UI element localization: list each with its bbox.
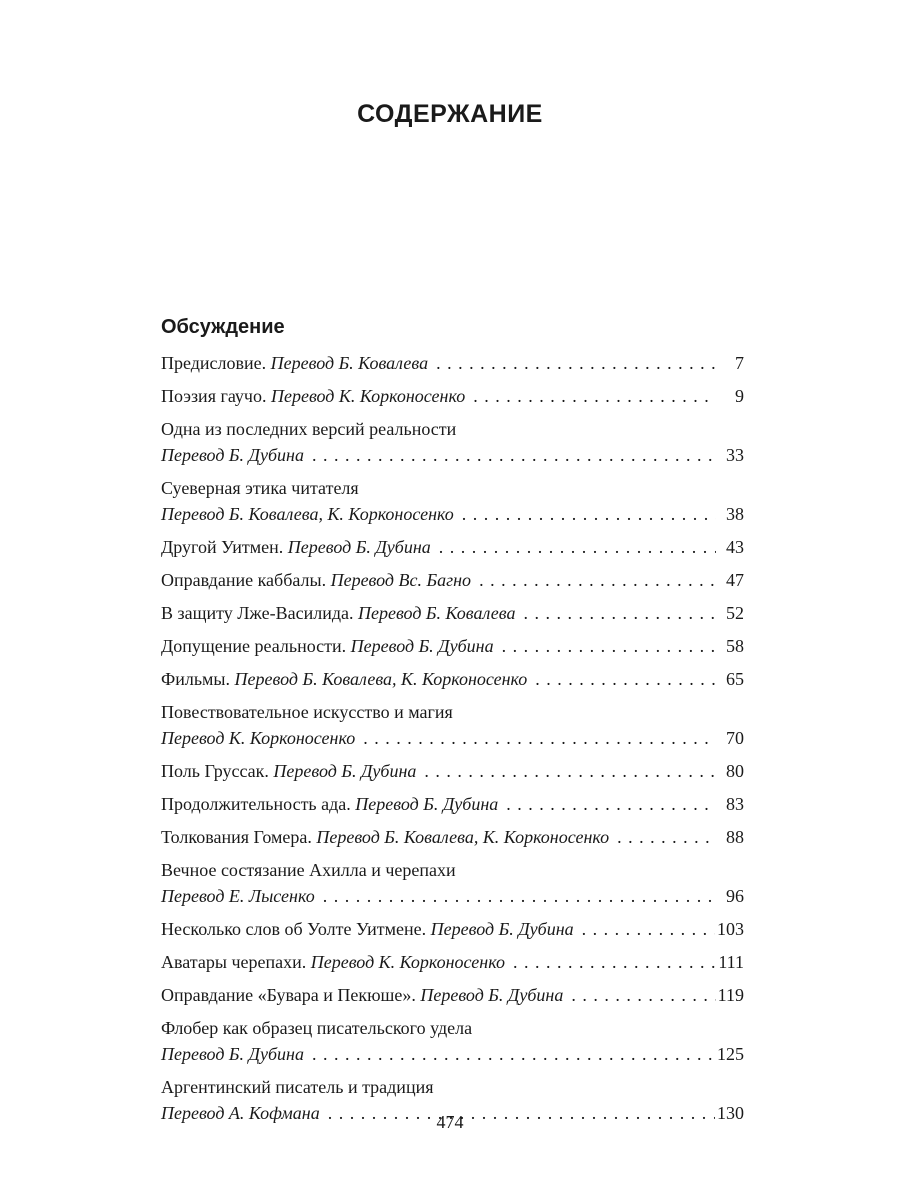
toc-entry-translator: Перевод Б. Дубина: [287, 537, 431, 557]
toc-entry-translator: Перевод Б. Ковалева, К. Корконосенко: [316, 827, 610, 847]
dot-leader: [462, 501, 716, 527]
toc-entry-page-number: 9: [735, 386, 744, 406]
toc-entry-translator: Перевод К. Корконосенко: [310, 952, 505, 972]
toc-entry-page-number: 83: [726, 794, 744, 814]
toc-entry: [161, 824, 744, 850]
page-title: СОДЕРЖАНИЕ: [357, 100, 543, 128]
toc-entry: [161, 699, 744, 751]
toc-entry-translator: Перевод Б. Дубина: [350, 636, 494, 656]
toc-entry-page-number: 38: [726, 504, 744, 524]
toc-entry-page-number: 111: [718, 952, 744, 972]
toc-entry-translator: Перевод Б. Ковалева: [270, 353, 429, 373]
toc-entry: [161, 633, 744, 659]
toc-entry-page-number: 103: [717, 919, 744, 939]
toc-entry-title: Повествовательное искусство и магия: [161, 702, 453, 722]
toc-entry-translator: Перевод Б. Дубина: [161, 445, 304, 465]
page-number: 474: [436, 1112, 464, 1132]
toc-entry-page-number: 70: [726, 728, 744, 748]
toc-entry-title: Одна из последних версий реальности: [161, 419, 457, 439]
toc-entry-translator: Перевод Б. Дубина: [430, 919, 574, 939]
dot-leader: [312, 442, 716, 468]
dot-leader: [502, 633, 716, 659]
toc-entry-page-number: 96: [726, 886, 744, 906]
toc-entry-translator: Перевод Б. Ковалева: [358, 603, 516, 623]
toc-entry: [161, 475, 744, 527]
toc-entry-title: Другой Уитмен.: [161, 537, 284, 557]
toc-entry-translator: Перевод К. Корконосенко: [161, 728, 356, 748]
toc-entry-title: Фильмы.: [161, 669, 231, 689]
dot-leader: [323, 883, 716, 909]
toc-entry-translator: Перевод Б. Ковалева, К. Корконосенко: [161, 504, 454, 524]
toc-entry-translator: Перевод А. Кофмана: [161, 1103, 320, 1123]
toc-entry-title: Предисловие.: [161, 353, 267, 373]
toc-entry-page-number: 65: [726, 669, 744, 689]
toc-entry-title: Аргентинский писатель и традиция: [161, 1077, 434, 1097]
toc-entry-translator: Перевод К. Корконосенко: [270, 386, 466, 406]
toc-entry-translator: Перевод Б. Ковалева, К. Корконосенко: [234, 669, 528, 689]
dot-leader: [571, 982, 715, 1008]
toc-entry-title: Поль Груссак.: [161, 761, 269, 781]
dot-leader: [363, 725, 716, 751]
toc-entry: [161, 416, 744, 468]
dot-leader: [479, 567, 716, 593]
toc-entry-page-number: 80: [726, 761, 744, 781]
toc-entry-page-number: 125: [717, 1044, 744, 1064]
toc-entry: [161, 857, 744, 909]
dot-leader: [506, 791, 716, 817]
toc-entry-page-number: 130: [717, 1103, 744, 1123]
dot-leader: [617, 824, 716, 850]
toc-entry-title: Поэзия гаучо.: [161, 386, 267, 406]
dot-leader: [535, 666, 716, 692]
toc-entry-translator: Перевод Б. Дубина: [273, 761, 417, 781]
toc-entry-translator: Перевод Б. Дубина: [420, 985, 564, 1005]
toc-entry: [161, 916, 744, 942]
toc-entry: [161, 1015, 744, 1067]
toc-entry: [161, 758, 744, 784]
toc-entry-translator: Перевод Б. Дубина: [355, 794, 499, 814]
toc-entry-title: Несколько слов об Уолте Уитмене.: [161, 919, 427, 939]
toc-entry-title: Аватары черепахи.: [161, 952, 307, 972]
toc-entry-title: Толкования Гомера.: [161, 827, 312, 847]
toc-entry: [161, 949, 744, 975]
toc-entry: [161, 982, 744, 1008]
toc-entry-title: Вечное состязание Ахилла и черепахи: [161, 860, 456, 880]
toc-entry-title: Допущение реальности.: [161, 636, 347, 656]
toc-entry: [161, 600, 744, 626]
toc-entry-translator: Перевод Вс. Багно: [330, 570, 472, 590]
toc-entry: [161, 567, 744, 593]
toc-entry-page-number: 119: [717, 985, 744, 1005]
dot-leader: [582, 916, 715, 942]
section-title: Обсуждение: [161, 316, 285, 338]
toc-entry-title: В защиту Лже-Василида.: [161, 603, 354, 623]
dot-leader: [424, 758, 716, 784]
toc-entry-page-number: 58: [726, 636, 744, 656]
toc-entry: [161, 534, 744, 560]
toc-entry-title: Суеверная этика читателя: [161, 478, 359, 498]
toc-entry-title: Оправдание каббалы.: [161, 570, 327, 590]
toc-entry-title: Оправдание «Бувара и Пекюше».: [161, 985, 416, 1005]
toc-entry-translator: Перевод Е. Лысенко: [161, 886, 315, 906]
toc-entry: [161, 666, 744, 692]
dot-leader: [523, 600, 716, 626]
toc-entry-translator: Перевод Б. Дубина: [161, 1044, 304, 1064]
toc-entry-title: Флобер как образец писательского удела: [161, 1018, 473, 1038]
table-of-contents: [161, 350, 744, 1133]
toc-entry-page-number: 47: [726, 570, 744, 590]
toc-entry: [161, 791, 744, 817]
dot-leader: [436, 350, 716, 376]
toc-entry-page-number: 52: [726, 603, 744, 623]
toc-entry-title: Продолжительность ада.: [161, 794, 351, 814]
toc-entry: [161, 383, 744, 409]
toc-entry-page-number: 88: [726, 827, 744, 847]
toc-entry: [161, 350, 744, 376]
toc-entry-page-number: 7: [735, 353, 744, 373]
dot-leader: [312, 1041, 715, 1067]
dot-leader: [513, 949, 716, 975]
toc-entry-page-number: 43: [726, 537, 744, 557]
dot-leader: [439, 534, 716, 560]
dot-leader: [473, 383, 716, 409]
toc-entry-page-number: 33: [726, 445, 744, 465]
